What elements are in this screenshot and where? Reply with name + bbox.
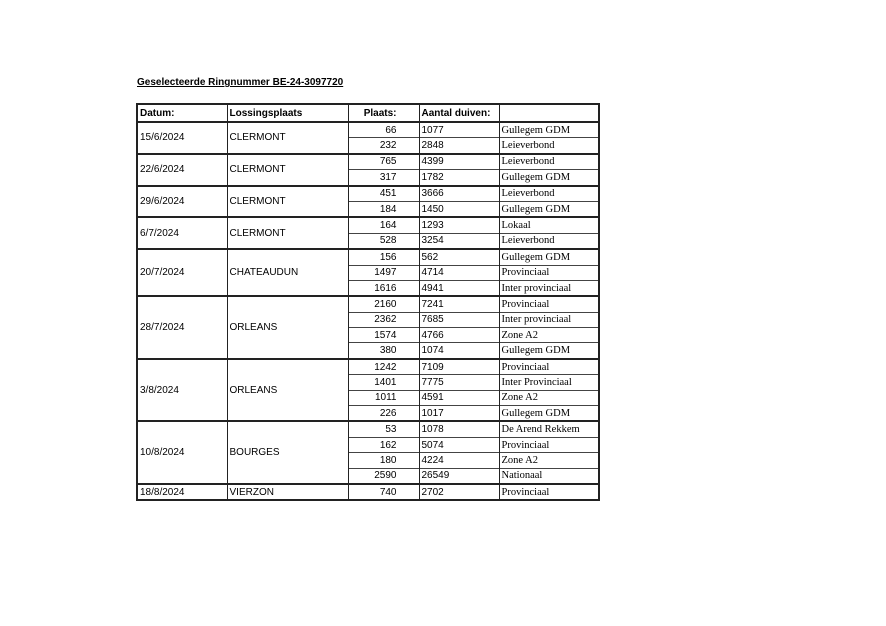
position-cell: 66 xyxy=(348,122,419,138)
release-place: CHATEAUDUN xyxy=(227,249,348,296)
header-plaats: Plaats: xyxy=(348,104,419,122)
position-cell: 1497 xyxy=(348,265,419,280)
position-cell: 380 xyxy=(348,343,419,359)
level-cell: Gullegem GDM xyxy=(499,201,599,217)
race-date: 29/6/2024 xyxy=(137,186,227,218)
position-cell: 317 xyxy=(348,170,419,186)
position-cell: 740 xyxy=(348,484,419,500)
release-place: CLERMONT xyxy=(227,154,348,186)
race-date: 6/7/2024 xyxy=(137,217,227,249)
position-cell: 528 xyxy=(348,233,419,249)
release-place: BOURGES xyxy=(227,421,348,484)
pigeon-count-cell: 1450 xyxy=(419,201,499,217)
pigeon-count-cell: 4591 xyxy=(419,390,499,405)
level-cell: Inter provinciaal xyxy=(499,280,599,296)
pigeon-count-cell: 1782 xyxy=(419,170,499,186)
position-cell: 156 xyxy=(348,249,419,265)
results-table xyxy=(136,103,600,501)
table-row xyxy=(137,217,599,233)
level-cell: Inter provinciaal xyxy=(499,312,599,327)
table-row xyxy=(137,359,599,375)
race-date: 10/8/2024 xyxy=(137,421,227,484)
level-cell: Gullegem GDM xyxy=(499,343,599,359)
table-row xyxy=(137,249,599,265)
level-cell: Gullegem GDM xyxy=(499,170,599,186)
pigeon-count-cell: 2848 xyxy=(419,138,499,154)
position-cell: 1574 xyxy=(348,328,419,343)
pigeon-count-cell: 5074 xyxy=(419,437,499,452)
position-cell: 53 xyxy=(348,421,419,437)
document-title: Geselecteerde Ringnummer BE-24-3097720 xyxy=(137,77,344,88)
pigeon-count-cell: 1293 xyxy=(419,217,499,233)
pigeon-count-cell: 7241 xyxy=(419,296,499,312)
pigeon-count-cell: 4714 xyxy=(419,265,499,280)
level-cell: Provinciaal xyxy=(499,296,599,312)
level-cell: Gullegem GDM xyxy=(499,406,599,422)
position-cell: 1401 xyxy=(348,375,419,390)
level-cell: Nationaal xyxy=(499,468,599,484)
pigeon-count-cell: 2702 xyxy=(419,484,499,500)
level-cell: Zone A2 xyxy=(499,328,599,343)
pigeon-count-cell: 4941 xyxy=(419,280,499,296)
pigeon-count-cell: 3254 xyxy=(419,233,499,249)
level-cell: Leieverbond xyxy=(499,154,599,170)
level-cell: Provinciaal xyxy=(499,484,599,500)
position-cell: 1242 xyxy=(348,359,419,375)
level-cell: Gullegem GDM xyxy=(499,122,599,138)
level-cell: Provinciaal xyxy=(499,437,599,452)
release-place: ORLEANS xyxy=(227,296,348,359)
pigeon-count-cell: 3666 xyxy=(419,186,499,202)
level-cell: Zone A2 xyxy=(499,390,599,405)
level-cell: Lokaal xyxy=(499,217,599,233)
pigeon-count-cell: 7685 xyxy=(419,312,499,327)
table-row xyxy=(137,186,599,202)
pigeon-count-cell: 1078 xyxy=(419,421,499,437)
race-date: 18/8/2024 xyxy=(137,484,227,500)
level-cell: Leieverbond xyxy=(499,186,599,202)
header-level xyxy=(499,104,599,122)
position-cell: 162 xyxy=(348,437,419,452)
release-place: ORLEANS xyxy=(227,359,348,422)
level-cell: Leieverbond xyxy=(499,233,599,249)
position-cell: 2590 xyxy=(348,468,419,484)
level-cell: Gullegem GDM xyxy=(499,249,599,265)
table-row xyxy=(137,154,599,170)
pigeon-count-cell: 4399 xyxy=(419,154,499,170)
race-date: 22/6/2024 xyxy=(137,154,227,186)
race-date: 3/8/2024 xyxy=(137,359,227,422)
pigeon-count-cell: 1074 xyxy=(419,343,499,359)
position-cell: 1616 xyxy=(348,280,419,296)
release-place: CLERMONT xyxy=(227,217,348,249)
position-cell: 451 xyxy=(348,186,419,202)
table-row xyxy=(137,421,599,437)
pigeon-count-cell: 1077 xyxy=(419,122,499,138)
position-cell: 164 xyxy=(348,217,419,233)
level-cell: Zone A2 xyxy=(499,453,599,468)
level-cell: Inter Provinciaal xyxy=(499,375,599,390)
level-cell: Leieverbond xyxy=(499,138,599,154)
table-row xyxy=(137,484,599,500)
race-date: 20/7/2024 xyxy=(137,249,227,296)
position-cell: 1011 xyxy=(348,390,419,405)
position-cell: 765 xyxy=(348,154,419,170)
race-date: 15/6/2024 xyxy=(137,122,227,154)
position-cell: 2160 xyxy=(348,296,419,312)
pigeon-count-cell: 4766 xyxy=(419,328,499,343)
header-lossingsplaats: Lossingsplaats xyxy=(227,104,348,122)
pigeon-count-cell: 7109 xyxy=(419,359,499,375)
position-cell: 226 xyxy=(348,406,419,422)
release-place: VIERZON xyxy=(227,484,348,500)
position-cell: 180 xyxy=(348,453,419,468)
pigeon-count-cell: 4224 xyxy=(419,453,499,468)
header-datum: Datum: xyxy=(137,104,227,122)
table-header-row xyxy=(137,104,599,122)
race-date: 28/7/2024 xyxy=(137,296,227,359)
pigeon-count-cell: 1017 xyxy=(419,406,499,422)
position-cell: 2362 xyxy=(348,312,419,327)
position-cell: 232 xyxy=(348,138,419,154)
table-row xyxy=(137,122,599,138)
level-cell: Provinciaal xyxy=(499,265,599,280)
level-cell: Provinciaal xyxy=(499,359,599,375)
release-place: CLERMONT xyxy=(227,186,348,218)
table-row xyxy=(137,296,599,312)
pigeon-count-cell: 7775 xyxy=(419,375,499,390)
level-cell: De Arend Rekkem xyxy=(499,421,599,437)
position-cell: 184 xyxy=(348,201,419,217)
pigeon-count-cell: 26549 xyxy=(419,468,499,484)
header-aantal-duiven: Aantal duiven: xyxy=(419,104,499,122)
release-place: CLERMONT xyxy=(227,122,348,154)
pigeon-count-cell: 562 xyxy=(419,249,499,265)
